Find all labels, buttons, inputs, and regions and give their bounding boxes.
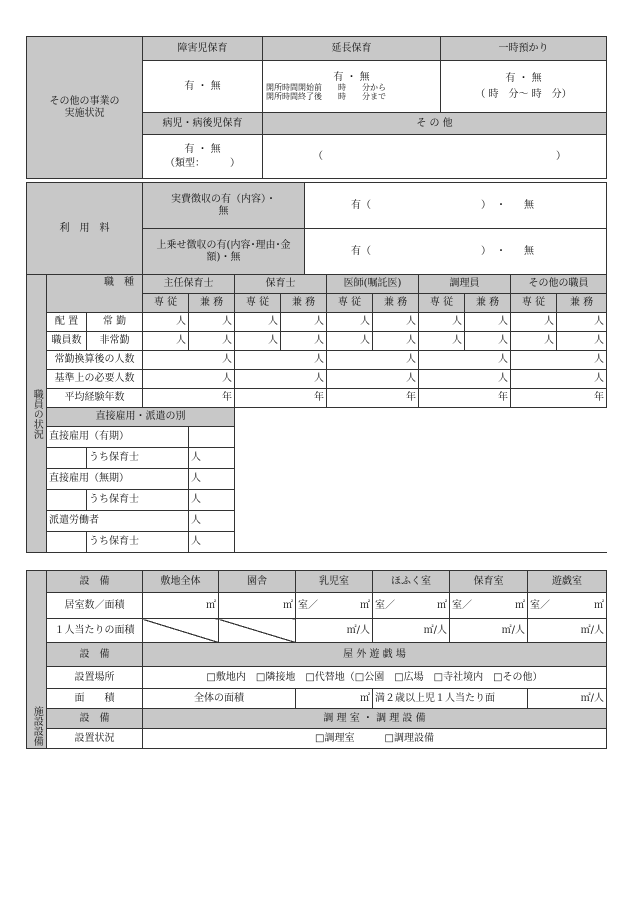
avg-experience-cell[interactable]: 年 xyxy=(143,389,235,408)
fte-cell[interactable]: 人 xyxy=(511,351,607,370)
fte-cell[interactable]: 人 xyxy=(327,351,419,370)
indent-spacer xyxy=(47,532,87,553)
staff-count-cell[interactable]: 人 xyxy=(557,313,607,332)
fees-label: 利 用 料 xyxy=(27,183,143,275)
nursery-room-cell[interactable] xyxy=(450,593,528,619)
location-label: 設置場所 xyxy=(47,667,143,689)
staff-table xyxy=(26,274,607,553)
other-header: そ の 他 xyxy=(263,113,607,135)
fte-cell[interactable]: 人 xyxy=(143,351,235,370)
regular-label: 常 勤 xyxy=(87,313,143,332)
direct-perm-nursery-label: うち保育士 xyxy=(87,490,189,511)
room-slash: 室／ xyxy=(452,599,472,611)
extra-fee-label: 上乗せ徴収の有(内容･理由･金額)・無 xyxy=(143,229,305,275)
building-area-cell[interactable]: ㎡ xyxy=(219,593,296,619)
per-2yo-label: 満２歳以上児１人当たり面 xyxy=(373,689,528,709)
room-head-play: 遊戯室 xyxy=(528,571,607,593)
job-type-label: 職 種 xyxy=(47,275,143,313)
sick-yes-no: 有 ・ 無 xyxy=(184,143,221,155)
temporary-care-header: 一時預かり xyxy=(441,37,607,61)
room-slash: 室／ xyxy=(298,599,318,611)
extra-fee-value[interactable] xyxy=(305,229,607,275)
job-head-nursery: 保育士 xyxy=(235,275,327,294)
diagonal-cell xyxy=(219,619,296,643)
direct-fixed-nursery-label: うち保育士 xyxy=(87,448,189,469)
kitchen-header: 調 理 室 ・ 調 理 設 備 xyxy=(143,709,607,729)
avg-experience-cell[interactable]: 年 xyxy=(235,389,327,408)
avg-experience-cell[interactable]: 年 xyxy=(327,389,419,408)
sqm: ㎡ xyxy=(515,599,525,611)
crawl-room-cell[interactable] xyxy=(373,593,450,619)
staff-count-cell[interactable]: 人 xyxy=(511,313,557,332)
required-cell[interactable]: 人 xyxy=(143,370,235,389)
fte-cell[interactable]: 人 xyxy=(235,351,327,370)
indent-spacer xyxy=(47,490,87,511)
sick-childcare-header: 病児・病後児保育 xyxy=(143,113,263,135)
sick-type: （類型： ） xyxy=(165,158,240,169)
staff-count-cell[interactable]: 人 xyxy=(281,313,327,332)
staff-count-cell[interactable]: 人 xyxy=(373,332,419,351)
disabled-yes-no[interactable]: 有 ・ 無 xyxy=(143,61,263,113)
staff-section-label xyxy=(27,275,47,553)
room-head-building: 園舎 xyxy=(219,571,296,593)
required-cell[interactable]: 人 xyxy=(419,370,511,389)
staff-count-cell[interactable]: 人 xyxy=(557,332,607,351)
facility-table xyxy=(26,570,607,749)
other-paren-open: （ xyxy=(313,150,323,162)
sqm: ㎡ xyxy=(594,599,604,611)
staff-count-cell[interactable]: 人 xyxy=(235,332,281,351)
per-person-area-label: １人当たりの面積 xyxy=(47,619,143,643)
concurrent-head: 兼 務 xyxy=(373,294,419,313)
outdoor-play-header: 屋 外 遊 戯 場 xyxy=(143,643,607,667)
extended-care-cell[interactable] xyxy=(263,61,441,113)
staff-count-cell[interactable]: 人 xyxy=(465,313,511,332)
actual-fee-value[interactable] xyxy=(305,183,607,229)
staff-count-cell[interactable]: 人 xyxy=(327,313,373,332)
other-programs-table xyxy=(26,36,607,179)
facility-section-text: 施設設備 xyxy=(31,706,43,746)
actual-fee-nashi: 無 xyxy=(524,199,534,211)
job-head-other: その他の職員 xyxy=(511,275,607,294)
required-cell[interactable]: 人 xyxy=(511,370,607,389)
indent-spacer xyxy=(47,448,87,469)
staff-count-cell[interactable]: 人 xyxy=(373,313,419,332)
facility-section-label xyxy=(27,571,47,749)
per-person-cell[interactable]: ㎡/人 xyxy=(373,619,450,643)
required-cell[interactable]: 人 xyxy=(235,370,327,389)
room-slash: 室／ xyxy=(375,599,395,611)
extra-fee-nashi: 無 xyxy=(524,245,534,257)
avg-experience-cell[interactable]: 年 xyxy=(511,389,607,408)
per-person-cell[interactable]: ㎡/人 xyxy=(296,619,373,643)
concurrent-head: 兼 務 xyxy=(281,294,327,313)
infant-room-cell[interactable] xyxy=(296,593,373,619)
concurrent-head: 兼 務 xyxy=(557,294,607,313)
other-programs-label: その他の事業の実施状況 xyxy=(27,37,143,179)
staff-count-cell[interactable]: 人 xyxy=(143,313,189,332)
staff-count-cell[interactable]: 人 xyxy=(143,332,189,351)
per-person-cell[interactable]: ㎡/人 xyxy=(528,619,607,643)
fees-table xyxy=(26,182,607,275)
room-head-crawl: ほふく室 xyxy=(373,571,450,593)
diagonal-cell xyxy=(143,619,219,643)
avg-experience-label: 平均経験年数 xyxy=(47,389,143,408)
temporary-time: （ 時 分〜 時 分） xyxy=(475,88,572,100)
employment-type-header: 直接雇用・派遣の別 xyxy=(47,408,235,427)
extra-fee-ari: 有（ xyxy=(351,245,371,257)
fulltime-head: 専 従 xyxy=(235,294,281,313)
required-label: 基準上の必要人数 xyxy=(47,370,143,389)
direct-fixed-label: 直接雇用（有期） xyxy=(47,427,189,448)
extended-before: 開所時間開始前 時 分から xyxy=(266,83,386,93)
location-options[interactable]: □敷地内 □隣接地 □代替地（□公園 □広場 □寺社境内 □その他） xyxy=(143,667,607,689)
sqm: ㎡ xyxy=(437,599,447,611)
actual-fee-close: ） ・ xyxy=(481,199,506,211)
fulltime-head: 専 従 xyxy=(327,294,373,313)
staff-section-text: 職員の状況 xyxy=(31,388,43,439)
dispatched-label: 派遣労働者 xyxy=(47,511,189,532)
concurrent-head: 兼 務 xyxy=(465,294,511,313)
direct-perm-nursery-value[interactable]: 人 xyxy=(189,490,235,511)
dispatched-nursery-label: うち保育士 xyxy=(87,532,189,553)
extended-yes-no: 有 ・ 無 xyxy=(333,71,370,83)
avg-experience-cell[interactable]: 年 xyxy=(419,389,511,408)
actual-fee-label: 実費徴収の有（内容）・無 xyxy=(143,183,305,229)
job-head-chief: 主任保育士 xyxy=(143,275,235,294)
staff-count-cell[interactable]: 人 xyxy=(419,332,465,351)
sqm: ㎡ xyxy=(360,599,370,611)
equipment-label: 設 備 xyxy=(47,571,143,593)
assigned-staff-label-a: 配 置 xyxy=(47,313,87,332)
staff-count-cell[interactable]: 人 xyxy=(189,313,235,332)
concurrent-head: 兼 務 xyxy=(189,294,235,313)
play-room-cell[interactable] xyxy=(528,593,607,619)
staff-blank-area xyxy=(235,408,607,553)
fulltime-head: 専 従 xyxy=(511,294,557,313)
per-2yo-value[interactable]: ㎡/人 xyxy=(528,689,607,709)
equipment-label: 設 備 xyxy=(47,709,143,729)
direct-fixed-nursery-value[interactable]: 人 xyxy=(189,448,235,469)
area-label: 面 積 xyxy=(47,689,143,709)
room-count-area-label: 居室数／面積 xyxy=(47,593,143,619)
job-head-doctor: 医師(嘱託医) xyxy=(327,275,419,294)
staff-count-cell[interactable]: 人 xyxy=(465,332,511,351)
other-detail-cell[interactable] xyxy=(263,135,607,179)
staff-count-cell[interactable]: 人 xyxy=(419,313,465,332)
extended-care-header: 延長保育 xyxy=(263,37,441,61)
room-head-site: 敷地全体 xyxy=(143,571,219,593)
staff-count-cell[interactable]: 人 xyxy=(235,313,281,332)
total-area-value[interactable]: ㎡ xyxy=(296,689,373,709)
direct-perm-value[interactable]: 人 xyxy=(189,469,235,490)
extra-fee-close: ） ・ xyxy=(481,245,506,257)
staff-count-cell[interactable]: 人 xyxy=(281,332,327,351)
actual-fee-ari: 有（ xyxy=(351,199,371,211)
assigned-staff-label-b: 職員数 xyxy=(47,332,87,351)
dispatched-nursery-value[interactable]: 人 xyxy=(189,532,235,553)
temporary-yes-no: 有 ・ 無 xyxy=(505,73,542,84)
room-head-nursery: 保育室 xyxy=(450,571,528,593)
direct-fixed-value[interactable] xyxy=(189,427,235,448)
total-area-label: 全体の面積 xyxy=(143,689,296,709)
kitchen-options[interactable]: □調理室 □調理設備 xyxy=(143,729,607,749)
room-head-infant: 乳児室 xyxy=(296,571,373,593)
disabled-childcare-header: 障害児保育 xyxy=(143,37,263,61)
room-slash: 室／ xyxy=(530,599,550,611)
part-time-label: 非常勤 xyxy=(87,332,143,351)
equipment-label: 設 備 xyxy=(47,643,143,667)
job-head-cook: 調理員 xyxy=(419,275,511,294)
fulltime-head: 専 従 xyxy=(143,294,189,313)
direct-perm-label: 直接雇用（無期） xyxy=(47,469,189,490)
fte-cell[interactable]: 人 xyxy=(419,351,511,370)
staff-count-cell[interactable]: 人 xyxy=(511,332,557,351)
extended-after: 開所時間終了後 時 分まで xyxy=(266,92,386,102)
staff-count-cell[interactable]: 人 xyxy=(327,332,373,351)
dispatched-value[interactable]: 人 xyxy=(189,511,235,532)
required-cell[interactable]: 人 xyxy=(327,370,419,389)
site-area-cell[interactable]: ㎡ xyxy=(143,593,219,619)
fte-label: 常勤換算後の人数 xyxy=(47,351,143,370)
temporary-care-cell[interactable] xyxy=(441,61,607,113)
staff-count-cell[interactable]: 人 xyxy=(189,332,235,351)
fulltime-head: 専 従 xyxy=(419,294,465,313)
per-person-cell[interactable]: ㎡/人 xyxy=(450,619,528,643)
sick-childcare-cell[interactable] xyxy=(143,135,263,179)
other-paren-close: ） xyxy=(556,150,566,162)
install-status-label: 設置状況 xyxy=(47,729,143,749)
